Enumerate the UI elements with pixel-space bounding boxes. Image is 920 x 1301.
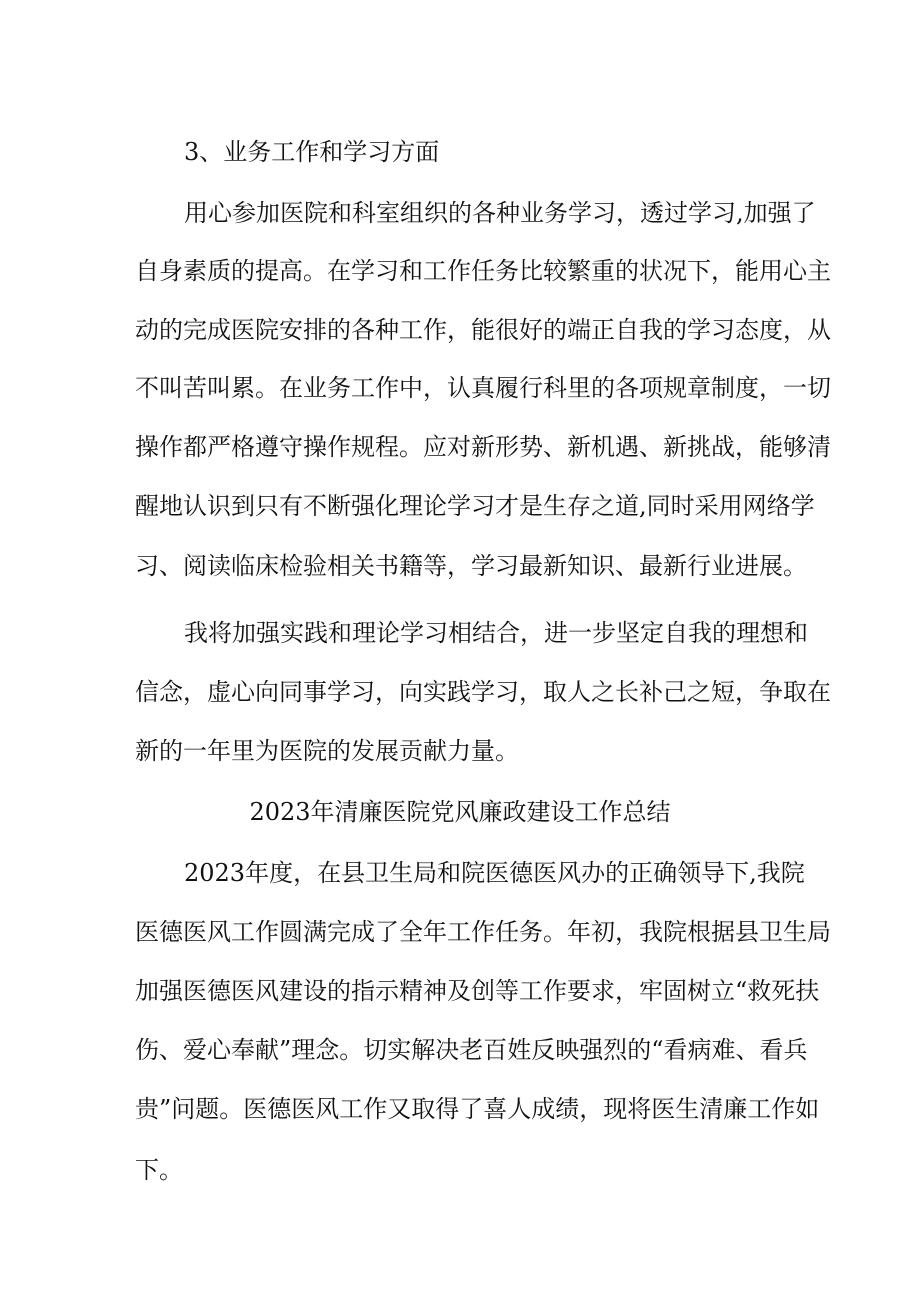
paragraph-3-line: 下。 xyxy=(135,1156,183,1184)
paragraph-3-line: 伤、爱心奉献”理念。切实解决老百姓反映强烈的“看病难、看兵 xyxy=(135,1036,808,1064)
paragraph-3-line: 加强医德医风建设的指示精神及创等工作要求，牢固树立“救死扶 xyxy=(135,977,820,1005)
paragraph-1-line: 自身素质的提高。在学习和工作任务比较繁重的状况下，能用心主 xyxy=(135,257,831,285)
paragraph-3-line: 贵”问题。医德医风工作又取得了喜人成绩，现将医生清廉工作如 xyxy=(135,1095,820,1123)
paragraph-2-line: 新的一年里为医院的发展贡献力量。 xyxy=(135,737,519,765)
paragraph-1-line: 醒地认识到只有不断强化理论学习才是生存之道,同时采用网络学 xyxy=(135,492,815,520)
paragraph-3-line: 2023年度，在县卫生局和院医德医风办的正确领导下,我院 xyxy=(184,859,805,887)
paragraph-1-line: 操作都严格遵守操作规程。应对新形势、新机遇、新挑战，能够清 xyxy=(135,433,831,461)
paragraph-2-line: 信念，虚心向同事学习，向实践学习，取人之长补己之短，争取在 xyxy=(135,678,831,706)
paragraph-2-line: 我将加强实践和理论学习相结合，进一步坚定自我的理想和 xyxy=(184,619,808,647)
paragraph-1-line: 用心参加医院和科室组织的各种业务学习，透过学习,加强了 xyxy=(184,199,816,227)
paragraph-1-line: 不叫苦叫累。在业务工作中，认真履行科里的各项规章制度，一切 xyxy=(135,374,831,402)
document-title: 2023年清廉医院党风廉政建设工作总结 xyxy=(249,798,671,826)
paragraph-1-line: 动的完成医院安排的各种工作，能很好的端正自我的学习态度，从 xyxy=(135,316,831,344)
paragraph-1-line: 习、阅读临床检验相关书籍等，学习最新知识、最新行业进展。 xyxy=(135,552,807,580)
section-heading: 3、业务工作和学习方面 xyxy=(184,138,440,166)
paragraph-3-line: 医德医风工作圆满完成了全年工作任务。年初，我院根据县卫生局 xyxy=(135,918,831,946)
